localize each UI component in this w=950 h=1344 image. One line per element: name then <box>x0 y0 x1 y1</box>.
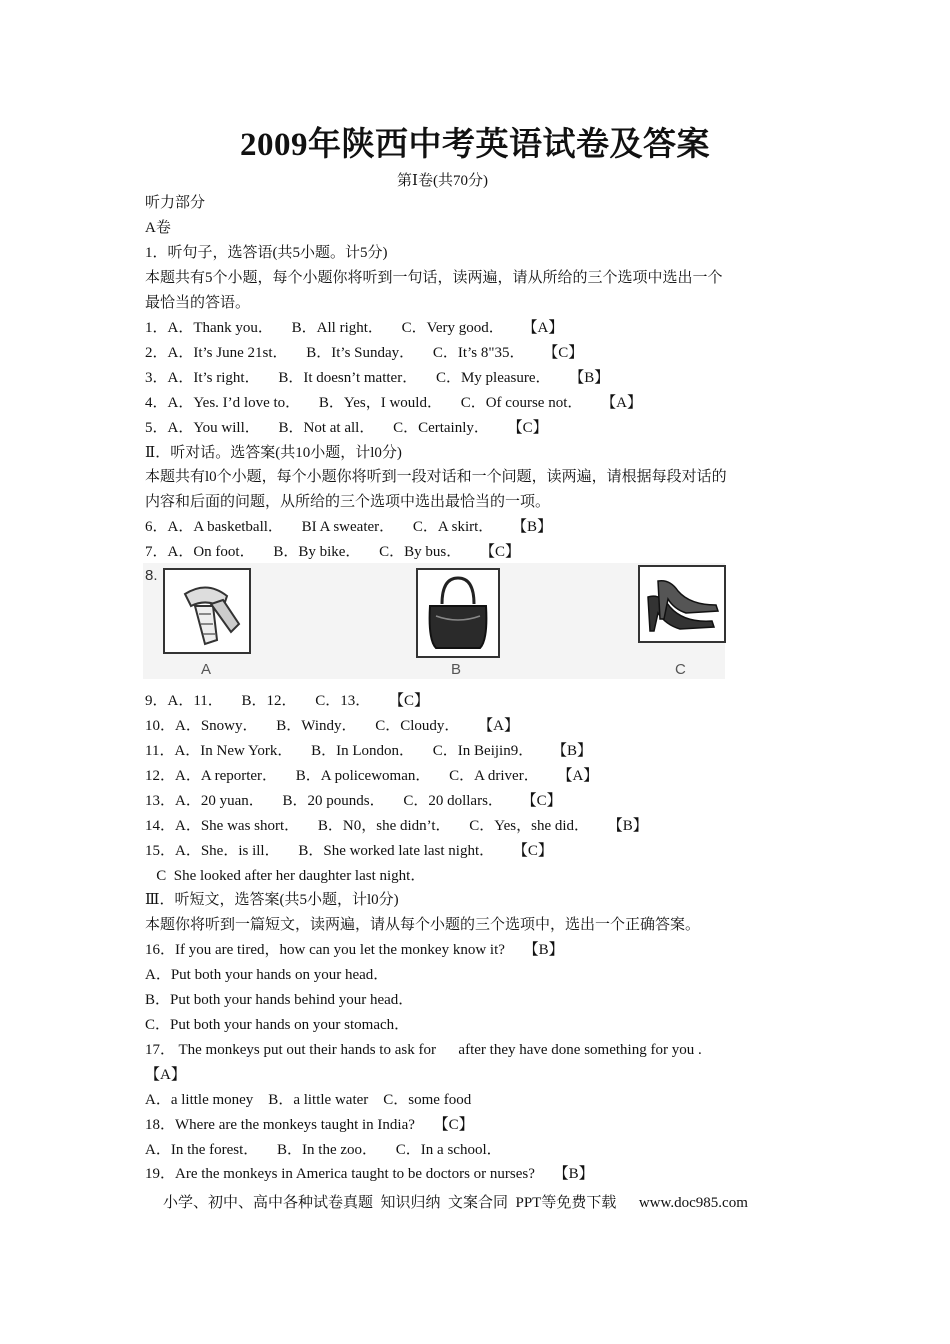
question-line: 13．A．20 yuan． B．20 pounds． C．20 dollars． 【C】 <box>145 793 562 809</box>
text-line: 本题共有l0个小题，每个小题你将听到一段对话和一个问题，读两遍，请根据每段对话的 <box>145 469 727 485</box>
option-b-picture <box>416 568 500 658</box>
question-line: 9．A．11． B．12． C．13． 【C】 <box>145 693 430 709</box>
question-line: 19．Are the monkeys in America taught to be doctors or nurses? 【B】 <box>145 1166 594 1182</box>
option-line: A．Put both your hands on your head． <box>145 967 389 983</box>
text-line: 1．听句子，选答语(共5小题。计5分) <box>145 245 388 261</box>
question-line: 4．A．Yes. I’d love to． B．Yes，I would． C．Of course not． 【A】 <box>145 395 642 411</box>
scarf-icon <box>165 570 249 652</box>
picture-question-number: 8. <box>145 567 158 584</box>
section-heading: Ⅱ．听对话。选答案(共10小题，计l0分) <box>145 445 402 461</box>
handbag-icon <box>418 570 498 656</box>
option-b-label: B <box>451 661 462 678</box>
text-line: A卷 <box>145 220 171 236</box>
option-line: A．a little money B．a little water C．some food <box>145 1092 472 1108</box>
question-line: 15．A．She．is ill． B．She worked late last night． 【C】 <box>145 843 553 859</box>
option-c-picture <box>638 565 726 643</box>
question-line: 2．A．It’s June 21st． B．It’s Sunday． C．It’s 8"35． 【C】 <box>145 345 584 361</box>
section-heading: Ⅲ．听短文，选答案(共5小题，计l0分) <box>145 892 399 908</box>
question-line: 18．Where are the monkeys taught in India? 【C】 <box>145 1117 474 1133</box>
option-line: C She looked after her daughter last night． <box>145 868 426 884</box>
option-line: B．Put both your hands behind your head． <box>145 992 414 1008</box>
document-title: 2009年陕西中考英语试卷及答案 <box>240 127 710 163</box>
question-line: 5．A．You will． B．Not at all． C．Certainly． 【C】 <box>145 420 548 436</box>
option-a-picture <box>163 568 251 654</box>
text-line: 最恰当的答语。 <box>145 295 251 311</box>
section-subtitle: 第Ⅰ卷(共70分) <box>397 173 488 189</box>
question-line: 11．A．In New York． B．In London． C．In Beijin9． 【B】 <box>145 743 592 759</box>
page-footer: 小学、初中、高中各种试卷真题 知识归纳 文案合同 PPT等免费下载 www.doc985.com <box>163 1195 748 1211</box>
question-line: 1．A．Thank you． B．All right． C．Very good． 【A】 <box>145 320 564 336</box>
text-line: 听力部分 <box>145 195 206 211</box>
option-line: A．In the forest． B．In the zoo． C．In a school． <box>145 1142 502 1158</box>
option-a-label: A <box>201 661 212 678</box>
question-line: 12．A．A reporter． B．A policewoman． C．A driver． 【A】 <box>145 768 599 784</box>
question-line: 17． The monkeys put out their hands to ask for after they have done something for you . <box>145 1042 702 1058</box>
text-line: 内容和后面的问题，从所给的三个选项中选出最恰当的一项。 <box>145 494 551 510</box>
high-heels-icon <box>640 567 724 641</box>
question-line: 16．If you are tired，how can you let the monkey know it? 【B】 <box>145 942 564 958</box>
option-line: C．Put both your hands on your stomach． <box>145 1017 410 1033</box>
answer-line: 【A】 <box>145 1067 186 1083</box>
question-line: 6．A．A basketball． BI A sweater． C．A skirt． 【B】 <box>145 519 553 535</box>
question-line: 10．A．Snowy． B．Windy． C．Cloudy． 【A】 <box>145 718 519 734</box>
option-c-label: C <box>675 661 686 678</box>
text-line: 本题你将听到一篇短文，读两遍，请从每个小题的三个选项中，选出一个正确答案。 <box>145 917 701 933</box>
question-line: 14．A．She was short． B．N0，she didn’t． C．Yes，she did． 【B】 <box>145 818 648 834</box>
question-line: 3．A．It’s right． B．It doesn’t matter． C．My pleasure． 【B】 <box>145 370 610 386</box>
picture-question <box>143 563 725 679</box>
text-line: 本题共有5个小题，每个小题你将听到一句话，读两遍，请从所给的三个选项中选出一个 <box>145 270 723 286</box>
question-line: 7．A．On foot． B．By bike． C．By bus． 【C】 <box>145 544 521 560</box>
